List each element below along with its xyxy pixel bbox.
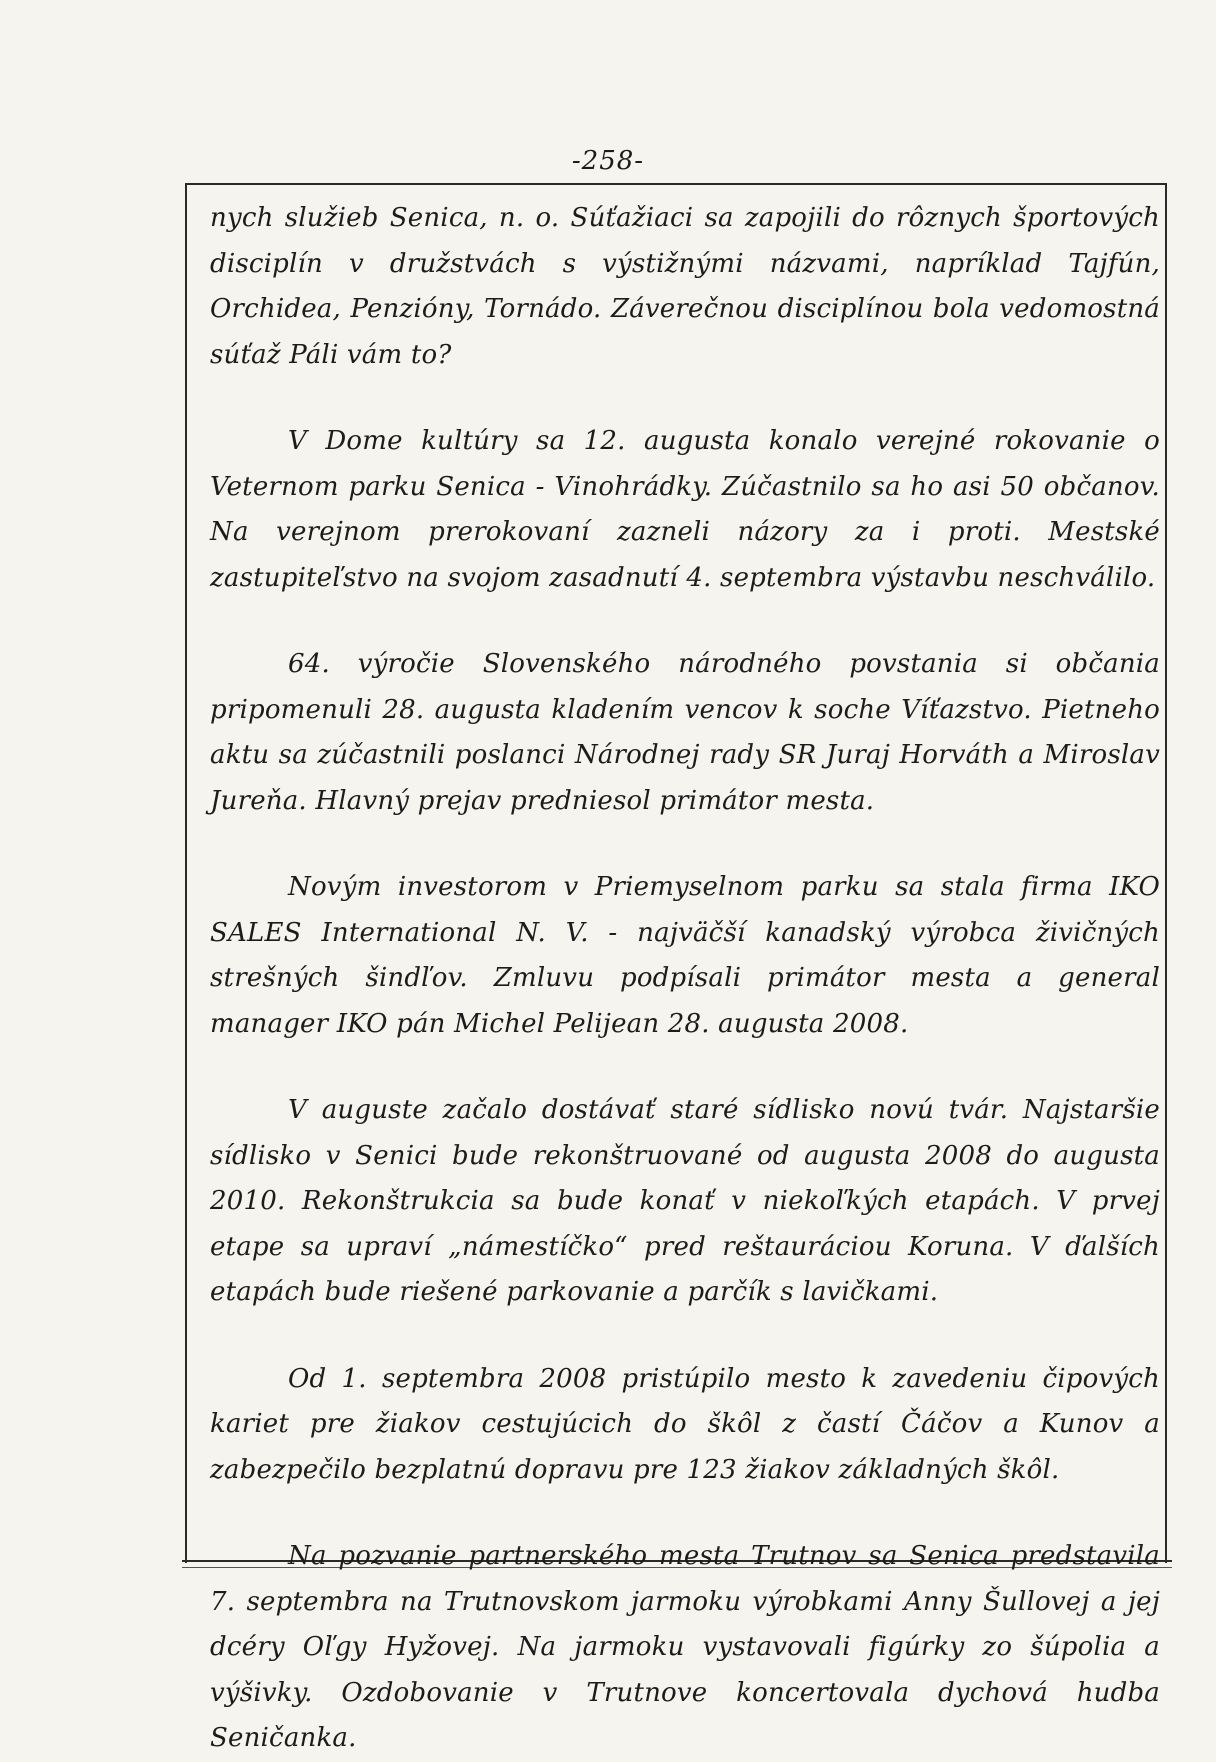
paragraph-wind-park: V Dome kultúry sa 12. augusta konalo verejné rokovanie o Veternom parku Senica - Vinohrádky. Zúčastnilo sa ho asi 50 občanov. Na verejnom prerokovaní zazneli názory za i proti. Mestské zastupiteľstvo na svojom zasadnutí 4. septembra výstavbu neschválilo. [210, 426, 1160, 593]
paragraph-trutnov-fair: Na pozvanie partnerského mesta Trutnov sa Senica predstavila 7. septembra na Trutnovskom jarmoku výrobkami Anny Šullovej a jej dcéry Oľgy Hyžovej. Na jarmoku vystavovali figúrky zo šúpolia a výšivky. Ozdobovanie v Trutnove koncertovala dychová hudba Seničanka. [210, 1541, 1160, 1753]
paragraph-snp-anniversary: 64. výročie Slovenského národného povstania si občania pripomenuli 28. augusta kladením vencov k soche Víťazstvo. Pietneho aktu sa zúčastnili poslanci Národnej rady SR Juraj Horváth a Miroslav Jureňa. Hlavný prejav predniesol primátor mesta. [210, 649, 1160, 816]
paragraph-new-investor: Novým investorom v Priemyselnom parku sa stala firma IKO SALES International N. V. - najväčší kanadský výrobca živičných strešných šindľov. Zmluvu podpísali primátor mesta a general manager IKO pán Michel Pelijean 28. augusta 2008. [210, 872, 1160, 1039]
page-number: -258- [571, 146, 645, 176]
paragraph-sports-event: nych služieb Senica, n. o. Súťažiaci sa zapojili do rôznych športových disciplín v družstvách s výstižnými názvami, napríklad Tajfún, Orchidea, Penzióny, Tornádo. Záverečnou disciplínou bola vedomostná súťaž Páli vám to? [210, 203, 1160, 370]
paragraph-housing-estate: V auguste začalo dostávať staré sídlisko novú tvár. Najstaršie sídlisko v Senici bude rekonštruované od augusta 2008 do augusta 2010. Rekonštrukcia sa bude konať v niekoľkých etapách. V prvej etape sa upraví „námestíčko“ pred reštauráciou Koruna. V ďalších etapách bude riešené parkovanie a parčík s lavičkami. [210, 1095, 1160, 1307]
chronicle-text [210, 196, 1160, 1762]
paragraph-chip-cards: Od 1. septembra 2008 pristúpilo mesto k zavedeniu čipových kariet pre žiakov cestujúcich do škôl z častí Čáčov a Kunov a zabezpečilo bezplatnú dopravu pre 123 žiakov základných škôl. [210, 1363, 1160, 1485]
